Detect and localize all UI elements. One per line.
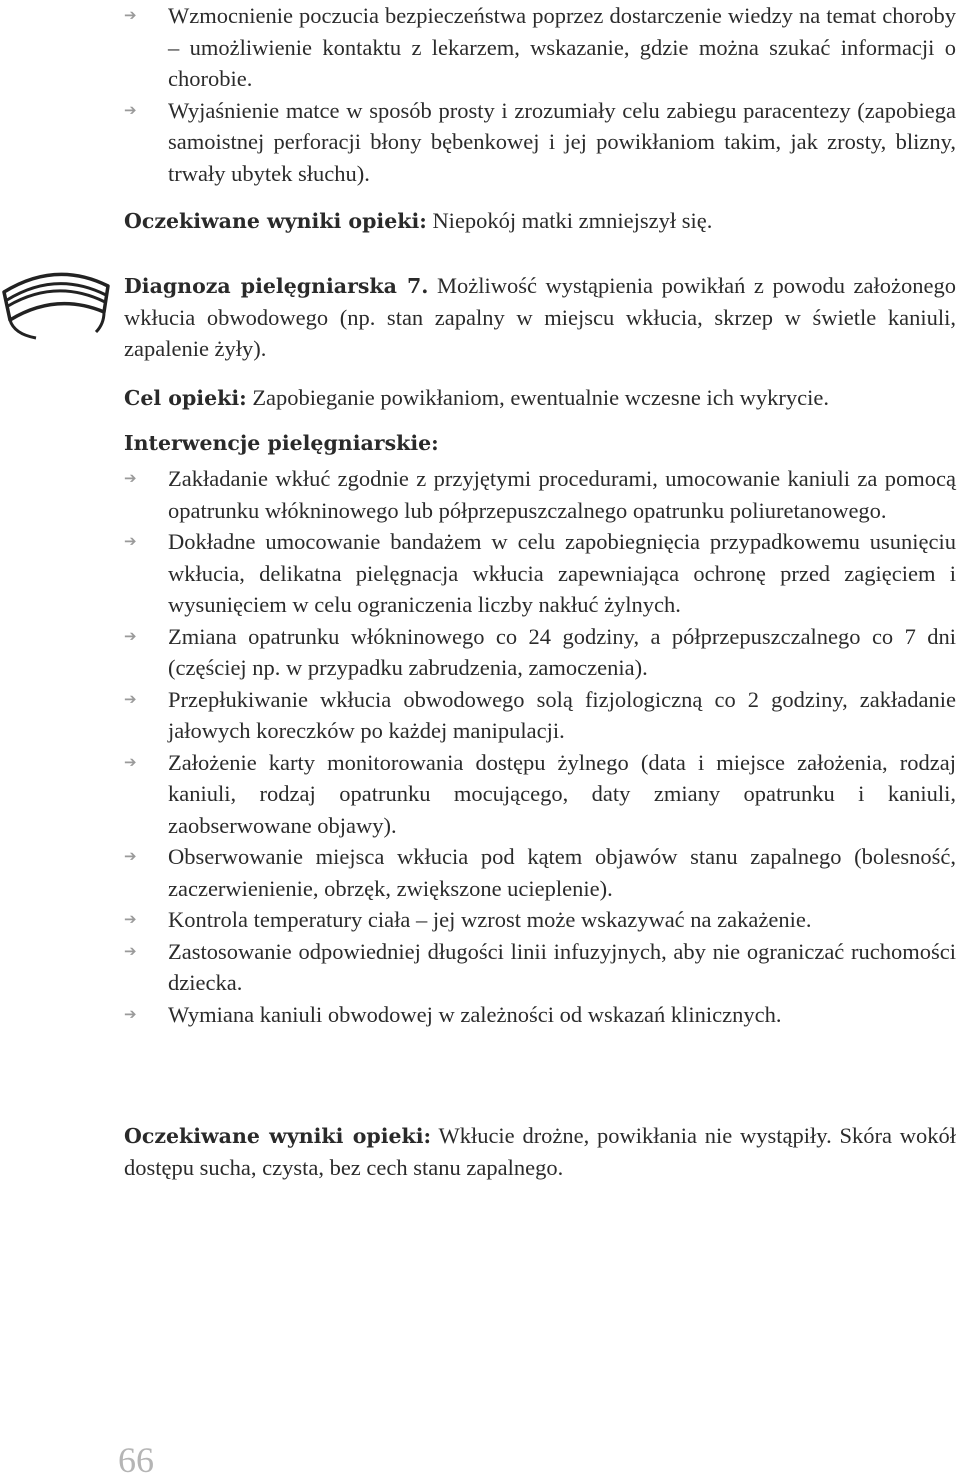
care-goal-label: Cel opieki: xyxy=(124,386,247,410)
arrow-right-icon: ➔ xyxy=(124,910,137,928)
list-item xyxy=(124,684,956,747)
list-item xyxy=(124,0,956,95)
interventions-heading xyxy=(124,427,956,459)
arrow-right-icon: ➔ xyxy=(124,752,137,771)
list-item-text: Zastosowanie odpowiedniej długości linii infuzyjnych, aby nie ograniczać ruchomości dziecka. xyxy=(168,938,956,995)
interventions-list xyxy=(124,463,956,1030)
arrow-right-icon: ➔ xyxy=(124,689,137,708)
arrow-right-icon: ➔ xyxy=(124,469,137,487)
arrow-right-icon: ➔ xyxy=(124,1004,137,1023)
list-item-text: Kontrola temperatury ciała – jej wzrost może wskazywać na zakażenie. xyxy=(168,907,812,932)
list-item-text: Dokładne umocowanie bandażem w celu zapobiegnięcia przypadkowemu usunięciu wkłucia, delikatna pielęgnacja wkłucia zapewniająca ochronę przed zagięciem i wysunięciem w celu ograniczenia liczby nakłuć żylnych. xyxy=(168,529,956,617)
list-item xyxy=(124,747,956,842)
page-number: 66 xyxy=(118,1440,154,1480)
arrow-right-icon: ➔ xyxy=(124,6,137,24)
arrow-right-icon: ➔ xyxy=(124,100,137,119)
expected-results-text: Niepokój matki zmniejszył się. xyxy=(426,208,713,233)
list-item xyxy=(124,936,956,999)
expected-results-text: Wkłucie drożne, powikłania nie wystąpiły. Skóra wokół dostępu sucha, czysta, bez cech stanu zapalnego. xyxy=(124,1123,956,1180)
expected-results-1 xyxy=(124,205,956,237)
care-goal-text: Zapobieganie powikłaniom, ewentualnie wczesne ich wykrycie. xyxy=(246,385,829,410)
nursing-diagnosis xyxy=(124,270,956,364)
interventions-label: Interwencje pielęgniarskie: xyxy=(124,431,439,455)
list-item xyxy=(124,621,956,684)
expected-results-label: Oczekiwane wyniki opieki: xyxy=(124,209,427,233)
list-item-text: Wymiana kaniuli obwodowej w zależności od wskazań klinicznych. xyxy=(168,1001,782,1027)
list-item xyxy=(124,904,956,936)
list-item xyxy=(124,95,956,190)
list-item-text: Założenie karty monitorowania dostępu żylnego (data i miejsce założenia, rodzaj kaniuli, rodzaj opatrunku mocującego, daty zmiany opatrunku i kaniuli, zaobserwowane objawy). xyxy=(168,749,956,838)
care-goal xyxy=(124,382,956,414)
list-item xyxy=(124,999,956,1031)
bandage-icon xyxy=(0,262,112,342)
list-item-text: Przepłukiwanie wkłucia obwodowego solą fizjologiczną co 2 godziny, zakładanie jałowych koreczków po każdej manipulacji. xyxy=(168,686,956,743)
list-item-text: Zakładanie wkłuć zgodnie z przyjętymi procedurami, umocowanie kaniuli za pomocą opatrunku włókninowego lub półprzepuszczalnego opatrunku poliuretanowego. xyxy=(168,466,956,523)
list-item-text: Obserwowanie miejsca wkłucia pod kątem objawów stanu zapalnego (bolesność, zaczerwienienie, obrzęk, zwiększone ucieplenie). xyxy=(168,844,956,901)
list-item xyxy=(124,841,956,904)
arrow-right-icon: ➔ xyxy=(124,847,137,865)
list-item-text: Zmiana opatrunku włókninowego co 24 godziny, a półprzepuszczalnego co 7 dni (częściej np. w przypadku zabrudzenia, zamoczenia). xyxy=(168,623,956,680)
expected-results-label: Oczekiwane wyniki opieki: xyxy=(124,1124,432,1148)
list-item xyxy=(124,526,956,621)
arrow-right-icon: ➔ xyxy=(124,532,137,550)
arrow-right-icon: ➔ xyxy=(124,941,137,960)
list-item-text: Wyjaśnienie matce w sposób prosty i zrozumiały celu zabiegu paracentezy (zapobiega samoistnej perforacji błony bębenkowej i jej powikłaniom takim, jak zrosty, blizny, trwały ubytek słuchu). xyxy=(168,97,956,186)
list-item-text: Wzmocnienie poczucia bezpieczeństwa poprzez dostarczenie wiedzy na temat choroby – umożliwienie kontaktu z lekarzem, wskazanie, gdzie można szukać informacji o chorobie. xyxy=(168,3,956,91)
arrow-right-icon: ➔ xyxy=(124,626,137,645)
diagnosis-text: Możliwość wystąpienia powikłań z powodu założonego wkłucia obwodowego (np. stan zapalny w miejscu wkłucia, skrzep w świetle kaniuli, zapalenie żyły). xyxy=(124,273,956,361)
list-item xyxy=(124,463,956,526)
top-bullet-list xyxy=(124,0,956,189)
diagnosis-label: Diagnoza pielęgniarska 7. xyxy=(124,274,429,298)
expected-results-2 xyxy=(124,1120,956,1183)
